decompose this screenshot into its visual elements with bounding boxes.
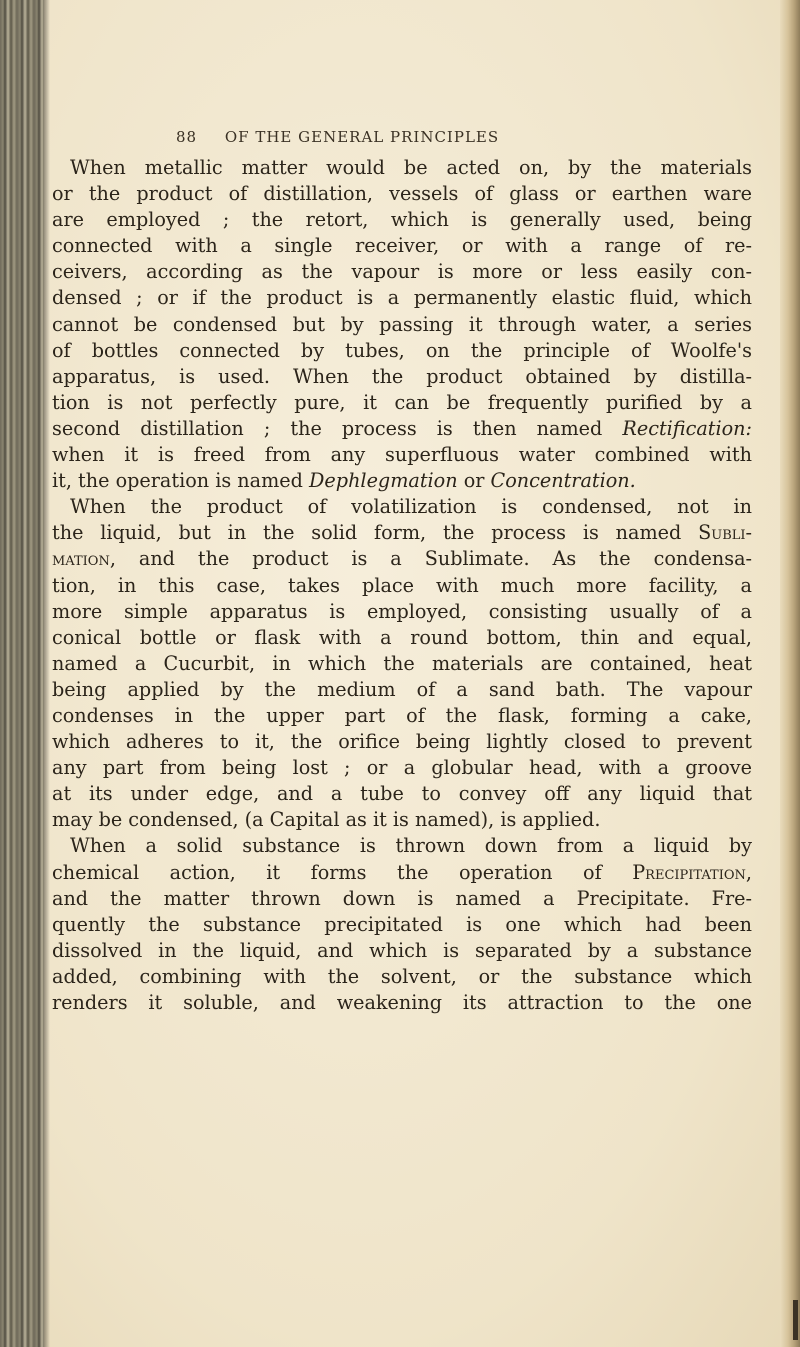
text-line: conical bottle or flask with a round bottom, thin and equal, [52,625,752,649]
text-line [52,546,752,572]
text-line: dissolved in the liquid, and which is separated by a substance [52,938,752,962]
text-line [52,520,752,546]
term-sublimation: Subli- [698,521,752,545]
text-line [52,860,752,886]
term-dephlegmation: Dephlegmation [309,469,458,493]
text-line: of bottles connected by tubes, on the principle of Woolfe's [52,338,752,362]
text-line: quently the substance precipitated is one which had been [52,912,752,936]
term-rectification: Rectification: [622,416,752,440]
text-line: condenses in the upper part of the flask, forming a cake, [52,703,752,727]
text-line [52,468,752,494]
text-line: renders it soluble, and weakening its attraction to the one [52,991,752,1014]
term-sublimation-cont: mation [52,547,110,571]
text-line: tion is not perfectly pure, it can be frequently purified by a [52,390,752,414]
text-line: which adheres to it, the orifice being lightly closed to prevent [52,730,752,754]
text-span: it, the operation is named [52,469,310,493]
text-line: When metallic matter would be acted on, by the materials [70,156,752,179]
text-span: the liquid, but in the solid form, the process is named [52,521,699,545]
text-line: when it is freed from any superfluous water combined with [52,443,752,467]
text-line: being applied by the medium of a sand bath. The vapour [52,677,752,701]
text-span: chemical action, it forms the operation of [52,860,633,884]
text-line: and the matter thrown down is named a Precipitate. Fre- [52,886,752,910]
text-line: may be condensed, (a Capital as it is named), is applied. [52,808,601,832]
text-line: any part from being lost ; or a globular head, with a groove [52,756,752,780]
text-span: , and the product is a Sublimate. As the condensa- [109,547,752,571]
edge-mark [793,1300,798,1340]
term-concentration: Concentration. [490,469,636,493]
running-header [176,128,636,146]
text-line: When the product of volatilization is condensed, not in [70,495,752,519]
text-span: second distillation ; the process is then named [52,416,623,440]
running-title: OF THE GENERAL PRINCIPLES [224,128,500,146]
term-precipitation: Precipitation [632,860,746,884]
text-line: When a solid substance is thrown down from a liquid by [70,834,752,858]
text-line: tion, in this case, takes place with much more facility, a [52,573,752,597]
body-text [52,155,752,1016]
book-binding [0,0,44,1347]
text-line: named a Cucurbit, in which the materials are contained, heat [52,651,752,675]
text-line: apparatus, is used. When the product obtained by distilla- [52,364,752,388]
text-line: more simple apparatus is employed, consisting usually of a [52,599,752,623]
text-line: cannot be condensed but by passing it through water, a series [52,312,752,336]
text-line: or the product of distillation, vessels of glass or earthen ware [52,182,752,206]
text-span: , [745,860,752,884]
text-line: ceivers, according as the vapour is more or less easily con- [52,260,752,284]
page-edge [780,0,800,1347]
text-line: added, combining with the solvent, or the substance which [52,964,752,988]
text-line: at its under edge, and a tube to convey off any liquid that [52,782,752,806]
text-line: densed ; or if the product is a permanently elastic fluid, which [52,286,752,310]
text-line [52,416,752,442]
text-span: or [457,469,491,493]
text-line: connected with a single receiver, or with a range of re- [52,234,752,258]
page-number: 88 [176,128,198,146]
text-line: are employed ; the retort, which is generally used, being [52,208,752,232]
